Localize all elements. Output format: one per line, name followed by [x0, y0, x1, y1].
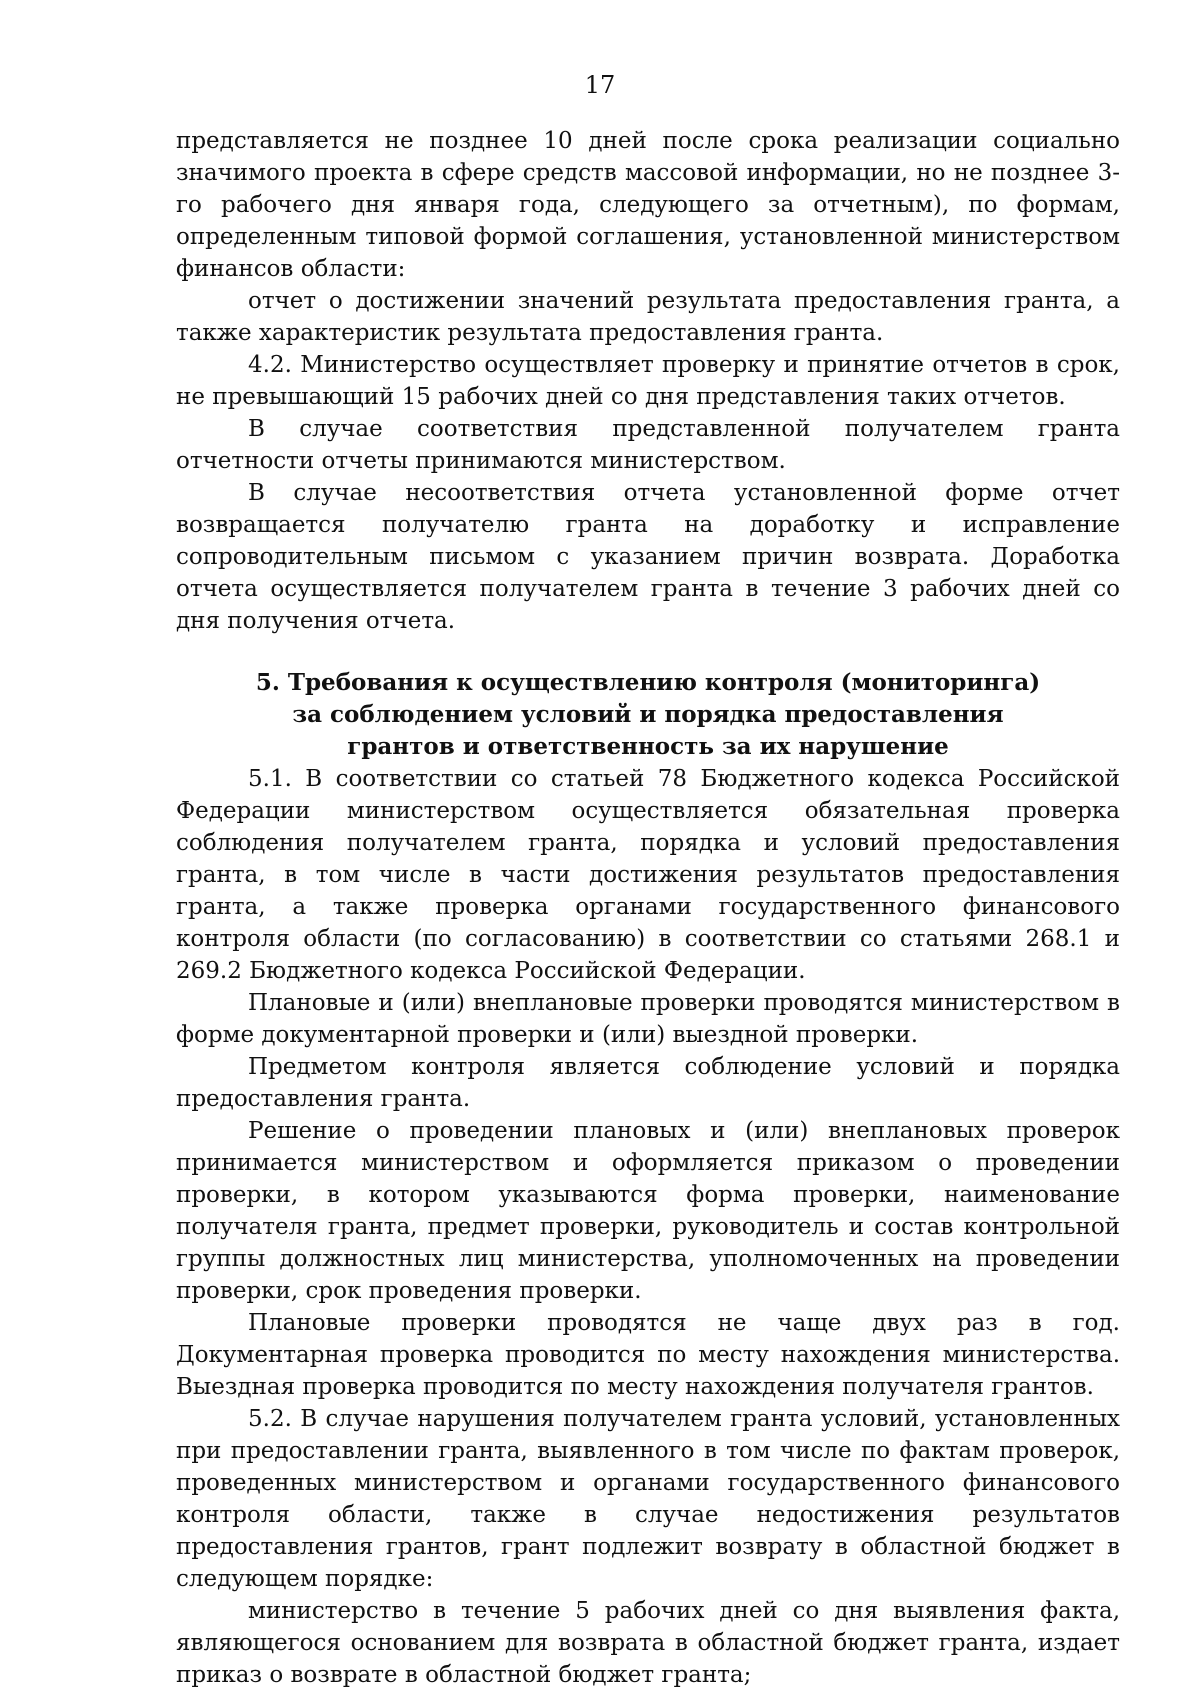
paragraph: представляется не позднее 10 дней после срока реализации социально значимого проекта в сфере средств массовой информации, но не позднее 3-го рабочего дня января года, следующего за отчетным), по формам, определенным типовой формой соглашения, установленной министерством финансов области: [176, 128, 1120, 282]
paragraph: 4.2. Министерство осуществляет проверку и принятие отчетов в срок, не превышающий 15 рабочих дней со дня представления таких отчетов. [176, 352, 1120, 410]
section-heading-line: за соблюдением условий и порядка предоставления [292, 701, 1004, 728]
paragraph: 5.2. В случае нарушения получателем гранта условий, установленных при предоставлении гранта, выявленного в том числе по фактам проверок, проведенных министерством и органами государственного финансового контроля области, также в случае недостижения результатов предоставления грантов, грант подлежит возврату в областной бюджет в следующем порядке: [176, 1406, 1120, 1592]
paragraph: Плановые и (или) внеплановые проверки проводятся министерством в форме документарной проверки и (или) выездной проверки. [176, 990, 1120, 1048]
paragraph: отчет о достижении значений результата предоставления гранта, а также характеристик результата предоставления гранта. [176, 288, 1120, 346]
section-heading-line: 5. Требования к осуществлению контроля (мониторинга) [255, 669, 1041, 696]
page-number: 17 [584, 71, 616, 99]
document-body [176, 125, 1120, 1691]
paragraph: министерство в течение 5 рабочих дней со дня выявления факта, являющегося основанием для возврата в областной бюджет гранта, издает приказ о возврате в областной бюджет гранта; [176, 1598, 1120, 1688]
section-heading [176, 667, 1120, 763]
paragraph: Плановые проверки проводятся не чаще двух раз в год. Документарная проверка проводится по месту нахождения министерства. Выездная проверка проводится по месту нахождения получателя грантов. [176, 1310, 1120, 1400]
section-heading-line: грантов и ответственность за их нарушение [347, 733, 949, 760]
paragraph: В случае несоответствия отчета установленной форме отчет возвращается получателю гранта на доработку и исправление сопроводительным письмом с указанием причин возврата. Доработка отчета осуществляется получателем гранта в течение 3 рабочих дней со дня получения отчета. [176, 480, 1120, 634]
paragraph: Предметом контроля является соблюдение условий и порядка предоставления гранта. [176, 1054, 1120, 1112]
paragraph: Решение о проведении плановых и (или) внеплановых проверок принимается министерством и оформляется приказом о проведении проверки, в котором указываются форма проверки, наименование получателя гранта, предмет проверки, руководитель и состав контрольной группы должностных лиц министерства, уполномоченных на проведении проверки, срок проведения проверки. [176, 1118, 1120, 1304]
paragraph: В случае соответствия представленной получателем гранта отчетности отчеты принимаются министерством. [176, 416, 1120, 474]
paragraph: 5.1. В соответствии со статьей 78 Бюджетного кодекса Российской Федерации министерством осуществляется обязательная проверка соблюдения получателем гранта, порядка и условий предоставления гранта, в том числе в части достижения результатов предоставления гранта, а также проверка органами государственного финансового контроля области (по согласованию) в соответствии со статьями 268.1 и 269.2 Бюджетного кодекса Российской Федерации. [176, 766, 1120, 984]
